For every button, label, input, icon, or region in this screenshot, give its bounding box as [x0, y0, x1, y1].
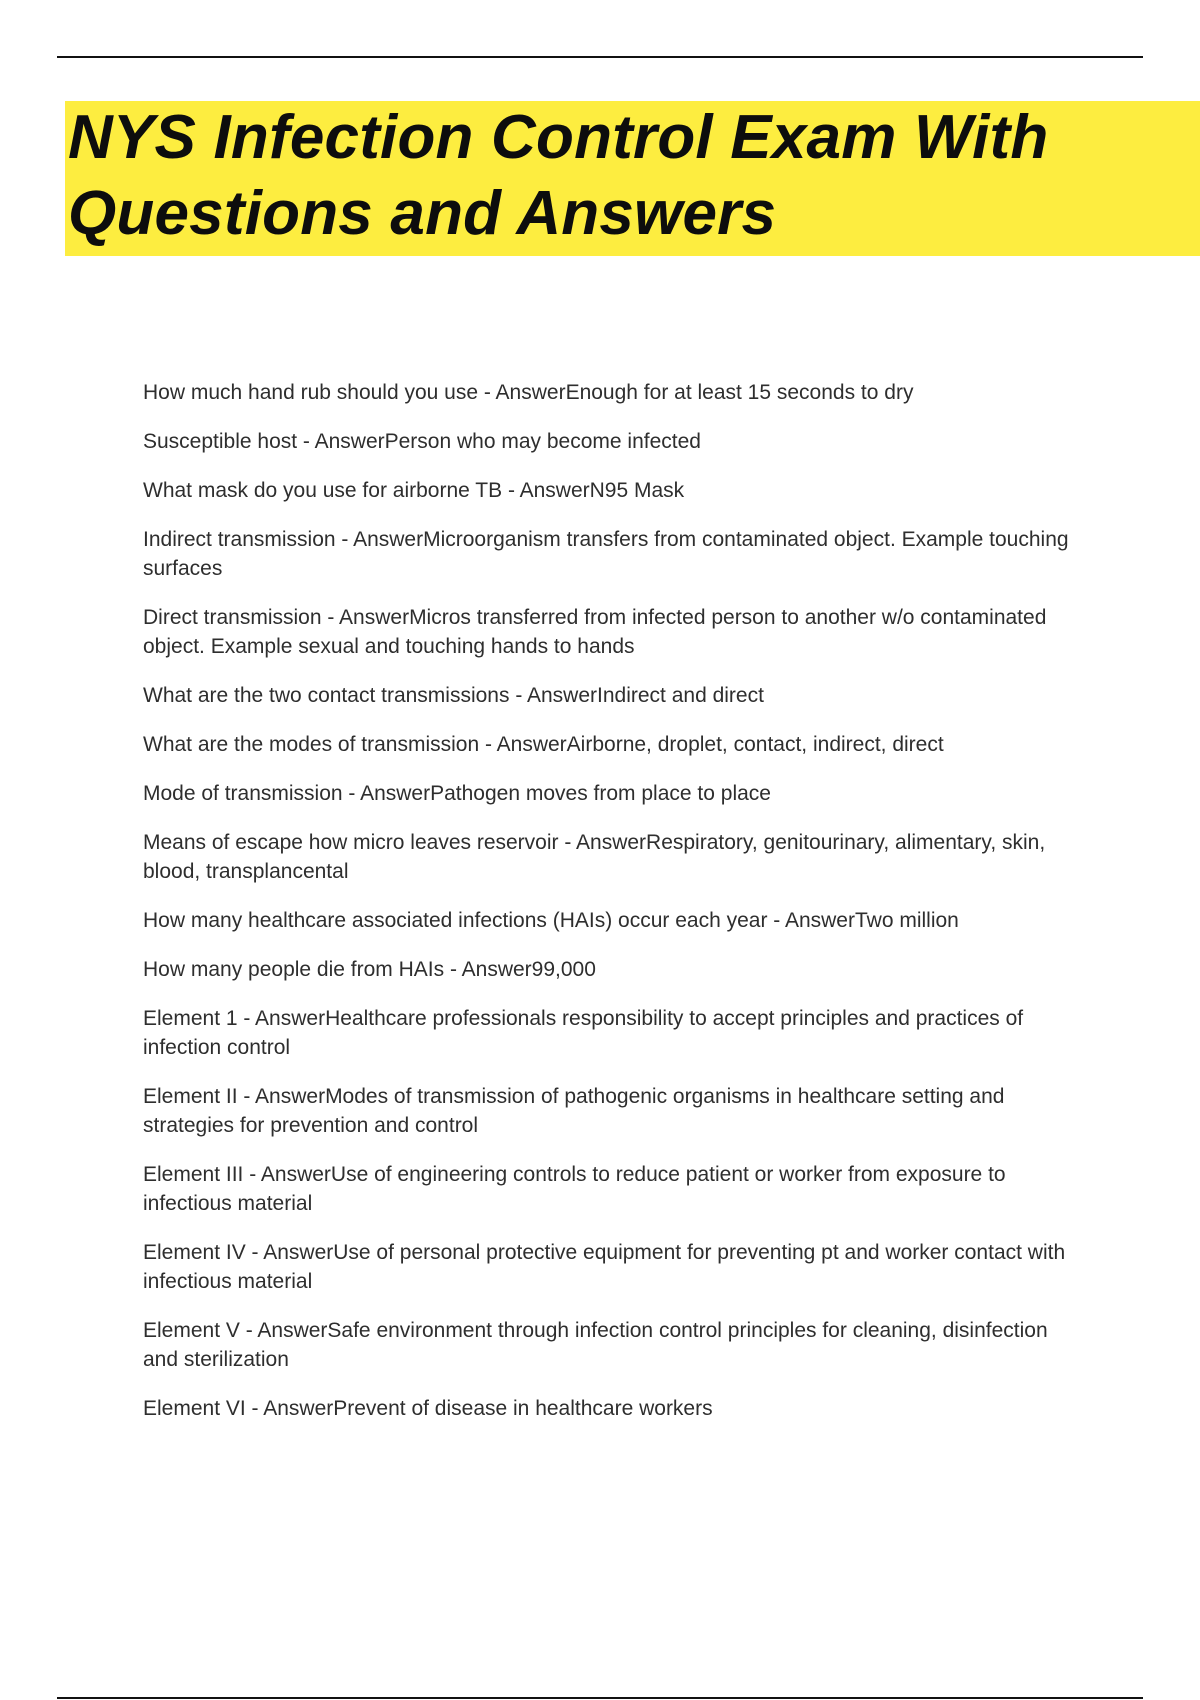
- document-title: NYS Infection Control Exam With Questions and Answers: [68, 103, 1049, 248]
- qa-item: How many people die from HAIs - Answer99,000: [143, 958, 596, 981]
- qa-item: Indirect transmission - AnswerMicroorganism transfers from contaminated object. Example touching surfaces: [143, 528, 1069, 580]
- top-divider: [57, 56, 1143, 58]
- qa-item: Element II - AnswerModes of transmission of pathogenic organisms in healthcare setting and strategies for prevention and control: [143, 1085, 1005, 1137]
- qa-item: Means of escape how micro leaves reservoir - AnswerRespiratory, genitourinary, alimentary, skin, blood, transplancental: [143, 831, 1046, 883]
- qa-item: Susceptible host - AnswerPerson who may become infected: [143, 430, 701, 453]
- qa-item: Mode of transmission - AnswerPathogen moves from place to place: [143, 782, 771, 805]
- qa-item: Direct transmission - AnswerMicros transferred from infected person to another w/o contaminated object. Example sexual and touching hands to hands: [143, 606, 1047, 658]
- qa-item: Element III - AnswerUse of engineering controls to reduce patient or worker from exposure to infectious material: [143, 1163, 1006, 1215]
- qa-item: How many healthcare associated infections (HAIs) occur each year - AnswerTwo million: [143, 909, 959, 932]
- qa-item: Element VI - AnswerPrevent of disease in healthcare workers: [143, 1397, 713, 1420]
- bottom-divider: [57, 1697, 1143, 1699]
- qa-item: Element IV - AnswerUse of personal protective equipment for preventing pt and worker contact with infectious material: [143, 1241, 1066, 1293]
- qa-item: What are the modes of transmission - AnswerAirborne, droplet, contact, indirect, direct: [143, 733, 944, 756]
- qa-list: [143, 378, 1083, 1443]
- qa-item: Element V - AnswerSafe environment through infection control principles for cleaning, disinfection and sterilization: [143, 1319, 1048, 1371]
- qa-item: What mask do you use for airborne TB - AnswerN95 Mask: [143, 479, 685, 502]
- qa-item: What are the two contact transmissions - AnswerIndirect and direct: [143, 684, 764, 707]
- qa-item: How much hand rub should you use - AnswerEnough for at least 15 seconds to dry: [143, 381, 914, 404]
- qa-item: Element 1 - AnswerHealthcare professionals responsibility to accept principles and practices of infection control: [143, 1007, 1024, 1059]
